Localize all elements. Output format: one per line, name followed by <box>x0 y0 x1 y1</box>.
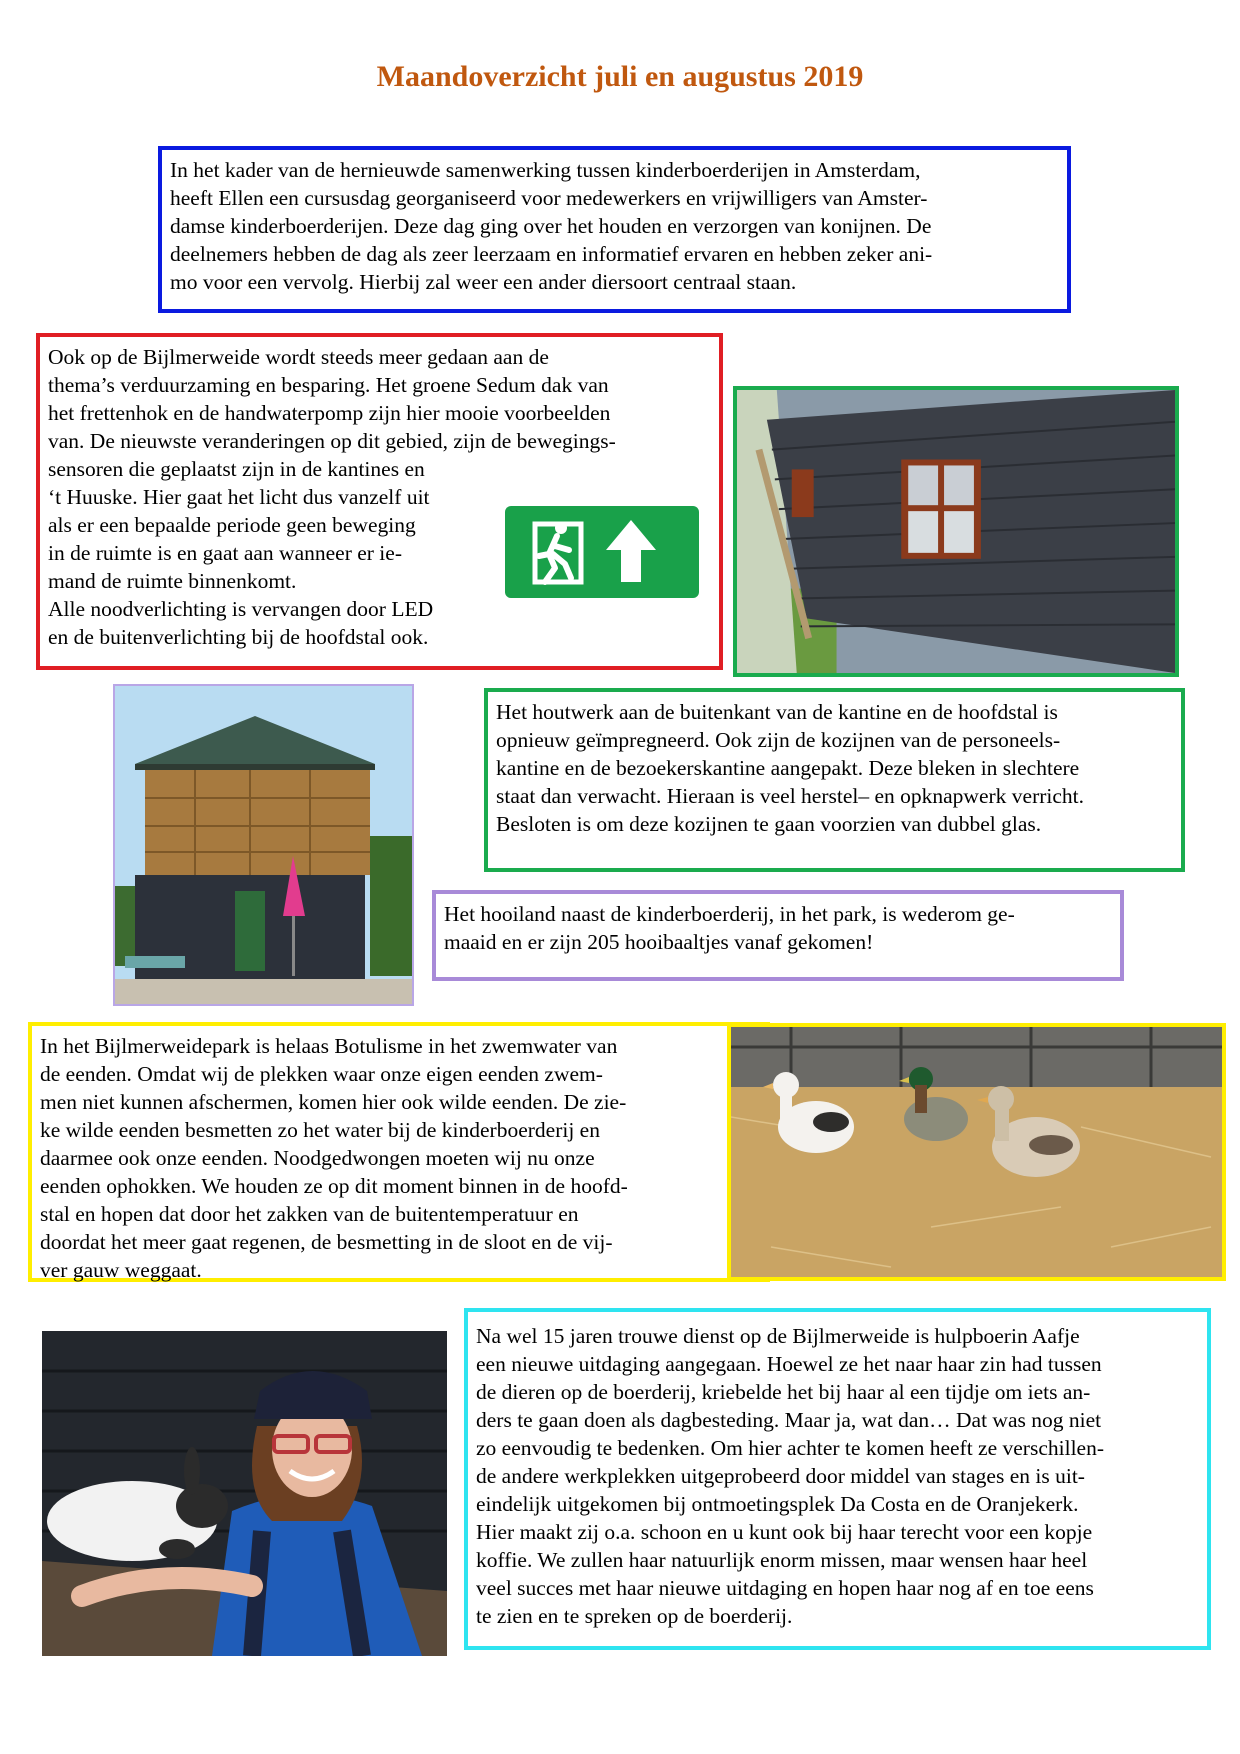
text-line: in de ruimte is en gaat aan wanneer er ie- <box>48 541 402 565</box>
article-houtwerk <box>484 688 1185 872</box>
article-verduurzaming <box>36 333 723 670</box>
text-line: ver gauw weggaat. <box>40 1258 202 1282</box>
text-line: een nieuwe uitdaging aangegaan. Hoewel ze het naar haar zin had tussen <box>476 1352 1102 1376</box>
text-line: Ook op de Bijlmerweide wordt steeds meer gedaan aan de <box>48 345 549 369</box>
ducks-photo <box>727 1023 1226 1281</box>
text-line: eenden ophokken. We houden ze op dit moment binnen in de hoofd- <box>40 1174 628 1198</box>
text-line: zo eenvoudig te bedenken. Om hier achter te komen heeft ze verschillen- <box>476 1436 1105 1460</box>
page-title: Maandoverzicht juli en augustus 2019 <box>376 60 864 93</box>
hay-barn-photo <box>113 684 414 1006</box>
emergency-exit-sign-icon <box>505 506 699 598</box>
text-line: de dieren op de boerderij, kriebelde het bij haar al een tijdje om iets an- <box>476 1380 1091 1404</box>
text-line: het frettenhok en de handwaterpomp zijn hier mooie voorbeelden <box>48 401 611 425</box>
text-line: In het kader van de hernieuwde samenwerking tussen kinderboerderijen in Amsterdam, <box>170 158 921 182</box>
text-line: opnieuw geïmpregneerd. Ook zijn de kozijnen van de personeels- <box>496 728 1061 752</box>
article-afscheid <box>464 1308 1211 1650</box>
text-line: te zien en te spreken op de boerderij. <box>476 1604 793 1628</box>
text-line: Na wel 15 jaren trouwe dienst op de Bijlmerweide is hulpboerin Aafje <box>476 1324 1080 1348</box>
article-cursus <box>158 146 1071 313</box>
text-line: thema’s verduurzaming en besparing. Het groene Sedum dak van <box>48 373 609 397</box>
text-line: maaid en er zijn 205 hooibaaltjes vanaf gekomen! <box>444 930 874 954</box>
text-line: mand de ruimte binnenkomt. <box>48 569 297 593</box>
text-line: ders te gaan doen als dagbesteding. Maar ja, wat dan… Dat was nog niet <box>476 1408 1102 1432</box>
text-line: koffie. We zullen haar natuurlijk enorm missen, maar wensen haar heel <box>476 1548 1088 1572</box>
text-line: Besloten is om deze kozijnen te gaan voorzien van dubbel glas. <box>496 812 1042 836</box>
text-line: ke wilde eenden besmetten zo het water bij de kinderboerderij en <box>40 1118 600 1142</box>
text-line: en de buitenverlichting bij de hoofdstal ook. <box>48 625 429 649</box>
text-line: Het houtwerk aan de buitenkant van de kantine en de hoofdstal is <box>496 700 1058 724</box>
text-line: van. De nieuwste veranderingen op dit gebied, zijn de bewegings- <box>48 429 616 453</box>
text-line: eindelijk uitgekomen bij ontmoetingsplek Da Costa en de Oranjekerk. <box>476 1492 1079 1516</box>
text-line: mo voor een vervolg. Hierbij zal weer een ander diersoort centraal staan. <box>170 270 797 294</box>
text-line: de eenden. Omdat wij de plekken waar onze eigen eenden zwem- <box>40 1062 603 1086</box>
text-line: daarmee ook onze eenden. Noodgedwongen moeten wij nu onze <box>40 1146 595 1170</box>
text-line: Alle noodverlichting is vervangen door LED <box>48 597 434 621</box>
woman-with-rabbit-photo <box>42 1331 447 1656</box>
text-line: damse kinderboerderijen. Deze dag ging over het houden en verzorgen van konijnen. De <box>170 214 932 238</box>
shed-photo <box>733 386 1179 677</box>
text-line: Hier maakt zij o.a. schoon en u kunt ook bij haar terecht voor een kopje <box>476 1520 1093 1544</box>
text-line: deelnemers hebben de dag als zeer leerzaam en informatief ervaren en hebben zeker ani- <box>170 242 933 266</box>
text-line: doordat het meer gaat regenen, de besmetting in de sloot en de vij- <box>40 1230 613 1254</box>
text-line: kantine en de bezoekerskantine aangepakt. Deze bleken in slechtere <box>496 756 1080 780</box>
text-line: sensoren die geplaatst zijn in de kantines en <box>48 457 425 481</box>
text-line: heeft Ellen een cursusdag georganiseerd voor medewerkers en vrijwilligers van Amster- <box>170 186 928 210</box>
text-line: ‘t Huuske. Hier gaat het licht dus vanzelf uit <box>48 485 430 509</box>
text-line: men niet kunnen afschermen, komen hier ook wilde eenden. De zie- <box>40 1090 627 1114</box>
text-line: de andere werkplekken uitgeprobeerd door middel van stages en is uit- <box>476 1464 1085 1488</box>
article-hooiland <box>432 890 1124 981</box>
text-line: als er een bepaalde periode geen beweging <box>48 513 416 537</box>
text-line: In het Bijlmerweidepark is helaas Botulisme in het zwemwater van <box>40 1034 618 1058</box>
article-botulisme <box>28 1022 770 1282</box>
text-line: staat dan verwacht. Hieraan is veel herstel– en opknapwerk verricht. <box>496 784 1085 808</box>
text-line: stal en hopen dat door het zakken van de buitentemperatuur en <box>40 1202 579 1226</box>
text-line: Het hooiland naast de kinderboerderij, in het park, is wederom ge- <box>444 902 1015 926</box>
text-line: veel succes met haar nieuwe uitdaging en hopen haar nog af en toe eens <box>476 1576 1094 1600</box>
